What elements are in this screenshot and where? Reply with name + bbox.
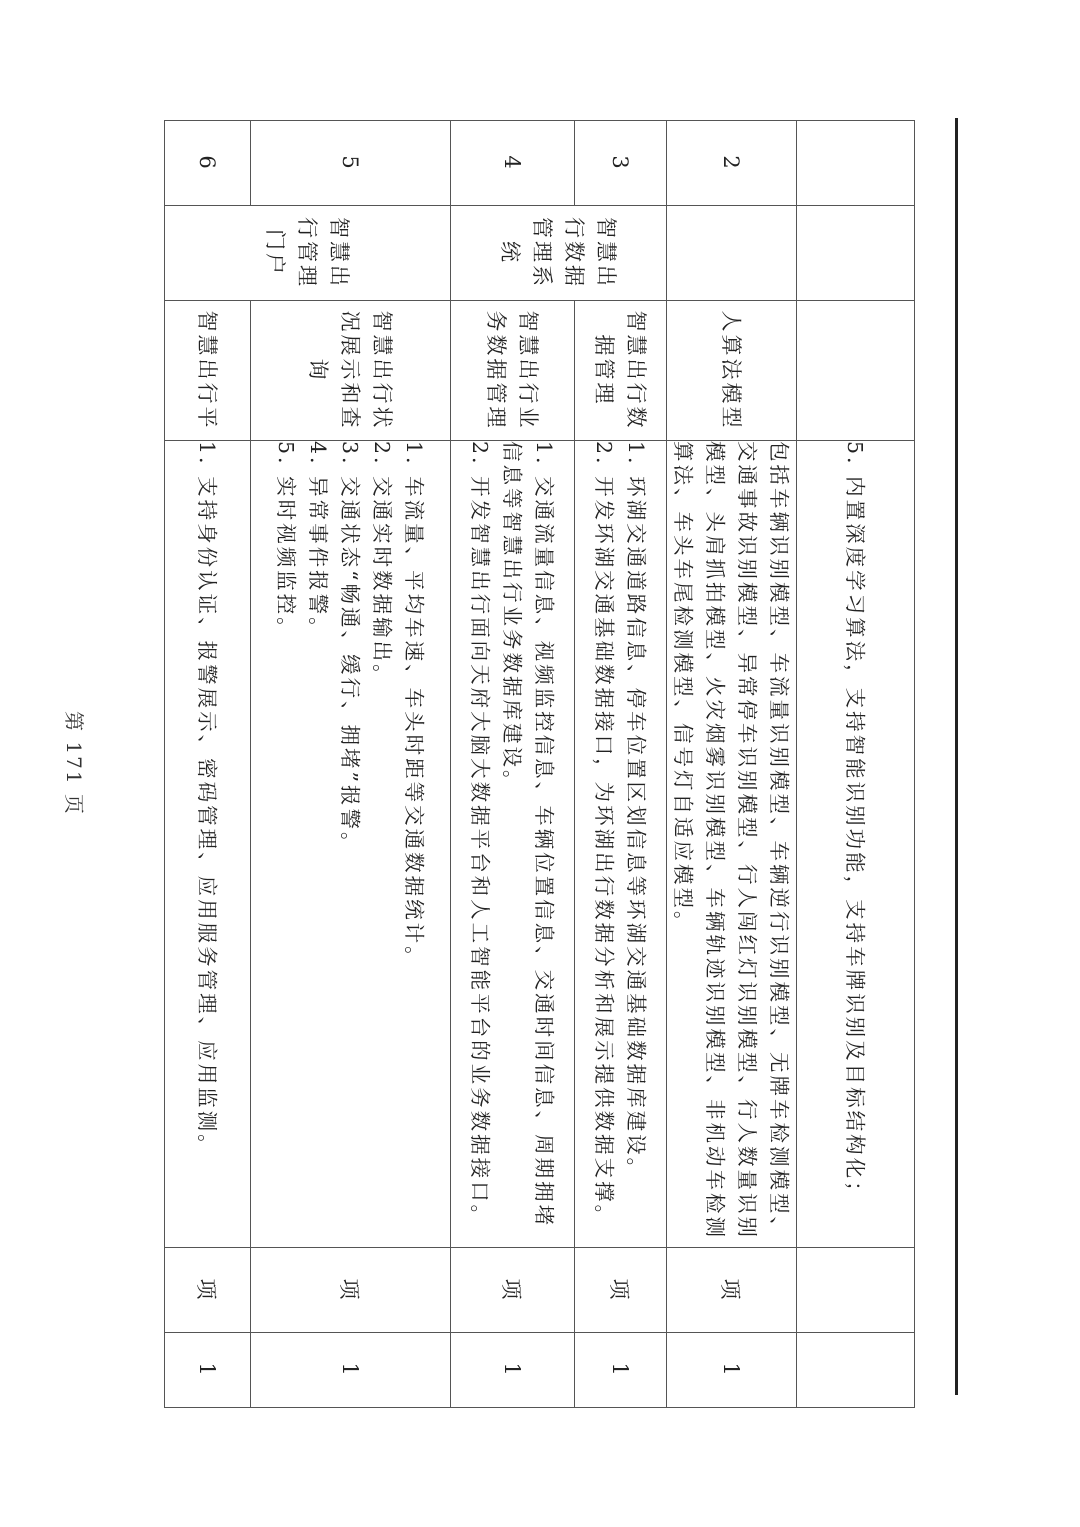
description-line: 3. 交通状态“畅通、缓行、拥堵”报警。: [338, 441, 363, 856]
item-name: 智慧出行状况展示和查询: [251, 301, 451, 441]
unit: 项: [451, 1248, 575, 1333]
page-number: 第 171 页: [62, 711, 86, 816]
quantity: 1: [575, 1333, 667, 1408]
unit: [797, 1248, 915, 1333]
row-number: 4: [451, 121, 575, 206]
row-number: [797, 121, 915, 206]
item-name: 智慧出行业务数据管理: [451, 301, 575, 441]
quantity: 1: [165, 1333, 251, 1408]
quantity: 1: [251, 1333, 451, 1408]
table-row: [165, 121, 251, 1408]
item-description: [575, 441, 667, 1248]
description-line: 包括车辆识别模型、车流量识别模型、车辆逆行识别模型、无牌车检测模型、交通事故识别模型、异常停车识别模型、行人闯红灯识别模型、行人数量识别模型、头肩抓拍模型、火灾烟雾识别模型、车辆轨迹识别模型、非机动车检测算法、车头车尾检测模型、信号灯自适应模型。: [671, 441, 792, 1240]
item-name: 人算法模型: [667, 301, 797, 441]
row-number: 2: [667, 121, 797, 206]
table-row: [451, 121, 575, 1408]
unit: 项: [667, 1248, 797, 1333]
item-description: [451, 441, 575, 1248]
description-line: 1. 车流量、平均车速、车头时距等交通数据统计。: [402, 441, 427, 970]
system-name: 智慧出行管理门户: [165, 206, 451, 301]
item-name: 智慧出行平: [165, 301, 251, 441]
row-number: 5: [251, 121, 451, 206]
quantity: 1: [667, 1333, 797, 1408]
system-name: 智慧出行数据管理系统: [451, 206, 667, 301]
description-line: 1. 支持身份认证、报警展示、密码管理、应用服务管理、应用监测。: [195, 441, 220, 1158]
item-name: 智慧出行数据管理: [575, 301, 667, 441]
unit: 项: [251, 1248, 451, 1333]
procurement-table: [164, 120, 915, 1408]
description-line: 4. 异常事件报警。: [306, 441, 331, 641]
unit: 项: [575, 1248, 667, 1333]
unit: 项: [165, 1248, 251, 1333]
description-line: 2. 开发环湖交通基础数据接口，为环湖出行数据分析和展示提供数据支撑。: [592, 441, 617, 1229]
description-line: 1. 交通流量信息、视频监控信息、车辆位置信息、交通时间信息、周期拥堵信息等智慧出行业务数据库建设。: [500, 441, 557, 1229]
table-row: [667, 121, 797, 1408]
table-row: [797, 121, 915, 1408]
system-name: [667, 206, 797, 301]
item-description: [667, 441, 797, 1248]
table-row: [575, 121, 667, 1408]
item-description: [251, 441, 451, 1248]
description-line: 2. 交通实时数据输出。: [370, 441, 395, 688]
table-row: [251, 121, 451, 1408]
quantity: 1: [451, 1333, 575, 1408]
item-description: [797, 441, 915, 1248]
system-name: [797, 206, 915, 301]
description-line: 1. 环湖交通道路信息、停车位置区划信息等环湖交通基础数据库建设。: [624, 441, 649, 1182]
description-line: 5. 内置深度学习算法，支持智能识别功能，支持车牌识别及目标结构化；: [843, 441, 868, 1205]
row-number: 3: [575, 121, 667, 206]
quantity: [797, 1333, 915, 1408]
top-rule: [955, 118, 958, 1395]
description-line: 5. 实时视频监控。: [274, 441, 299, 641]
item-name: [797, 301, 915, 441]
description-line: 2. 开发智慧出行面向天府大脑大数据平台和人工智能平台的业务数据接口。: [468, 441, 493, 1229]
row-number: 6: [165, 121, 251, 206]
item-description: [165, 441, 251, 1248]
table-body: [165, 121, 915, 1408]
